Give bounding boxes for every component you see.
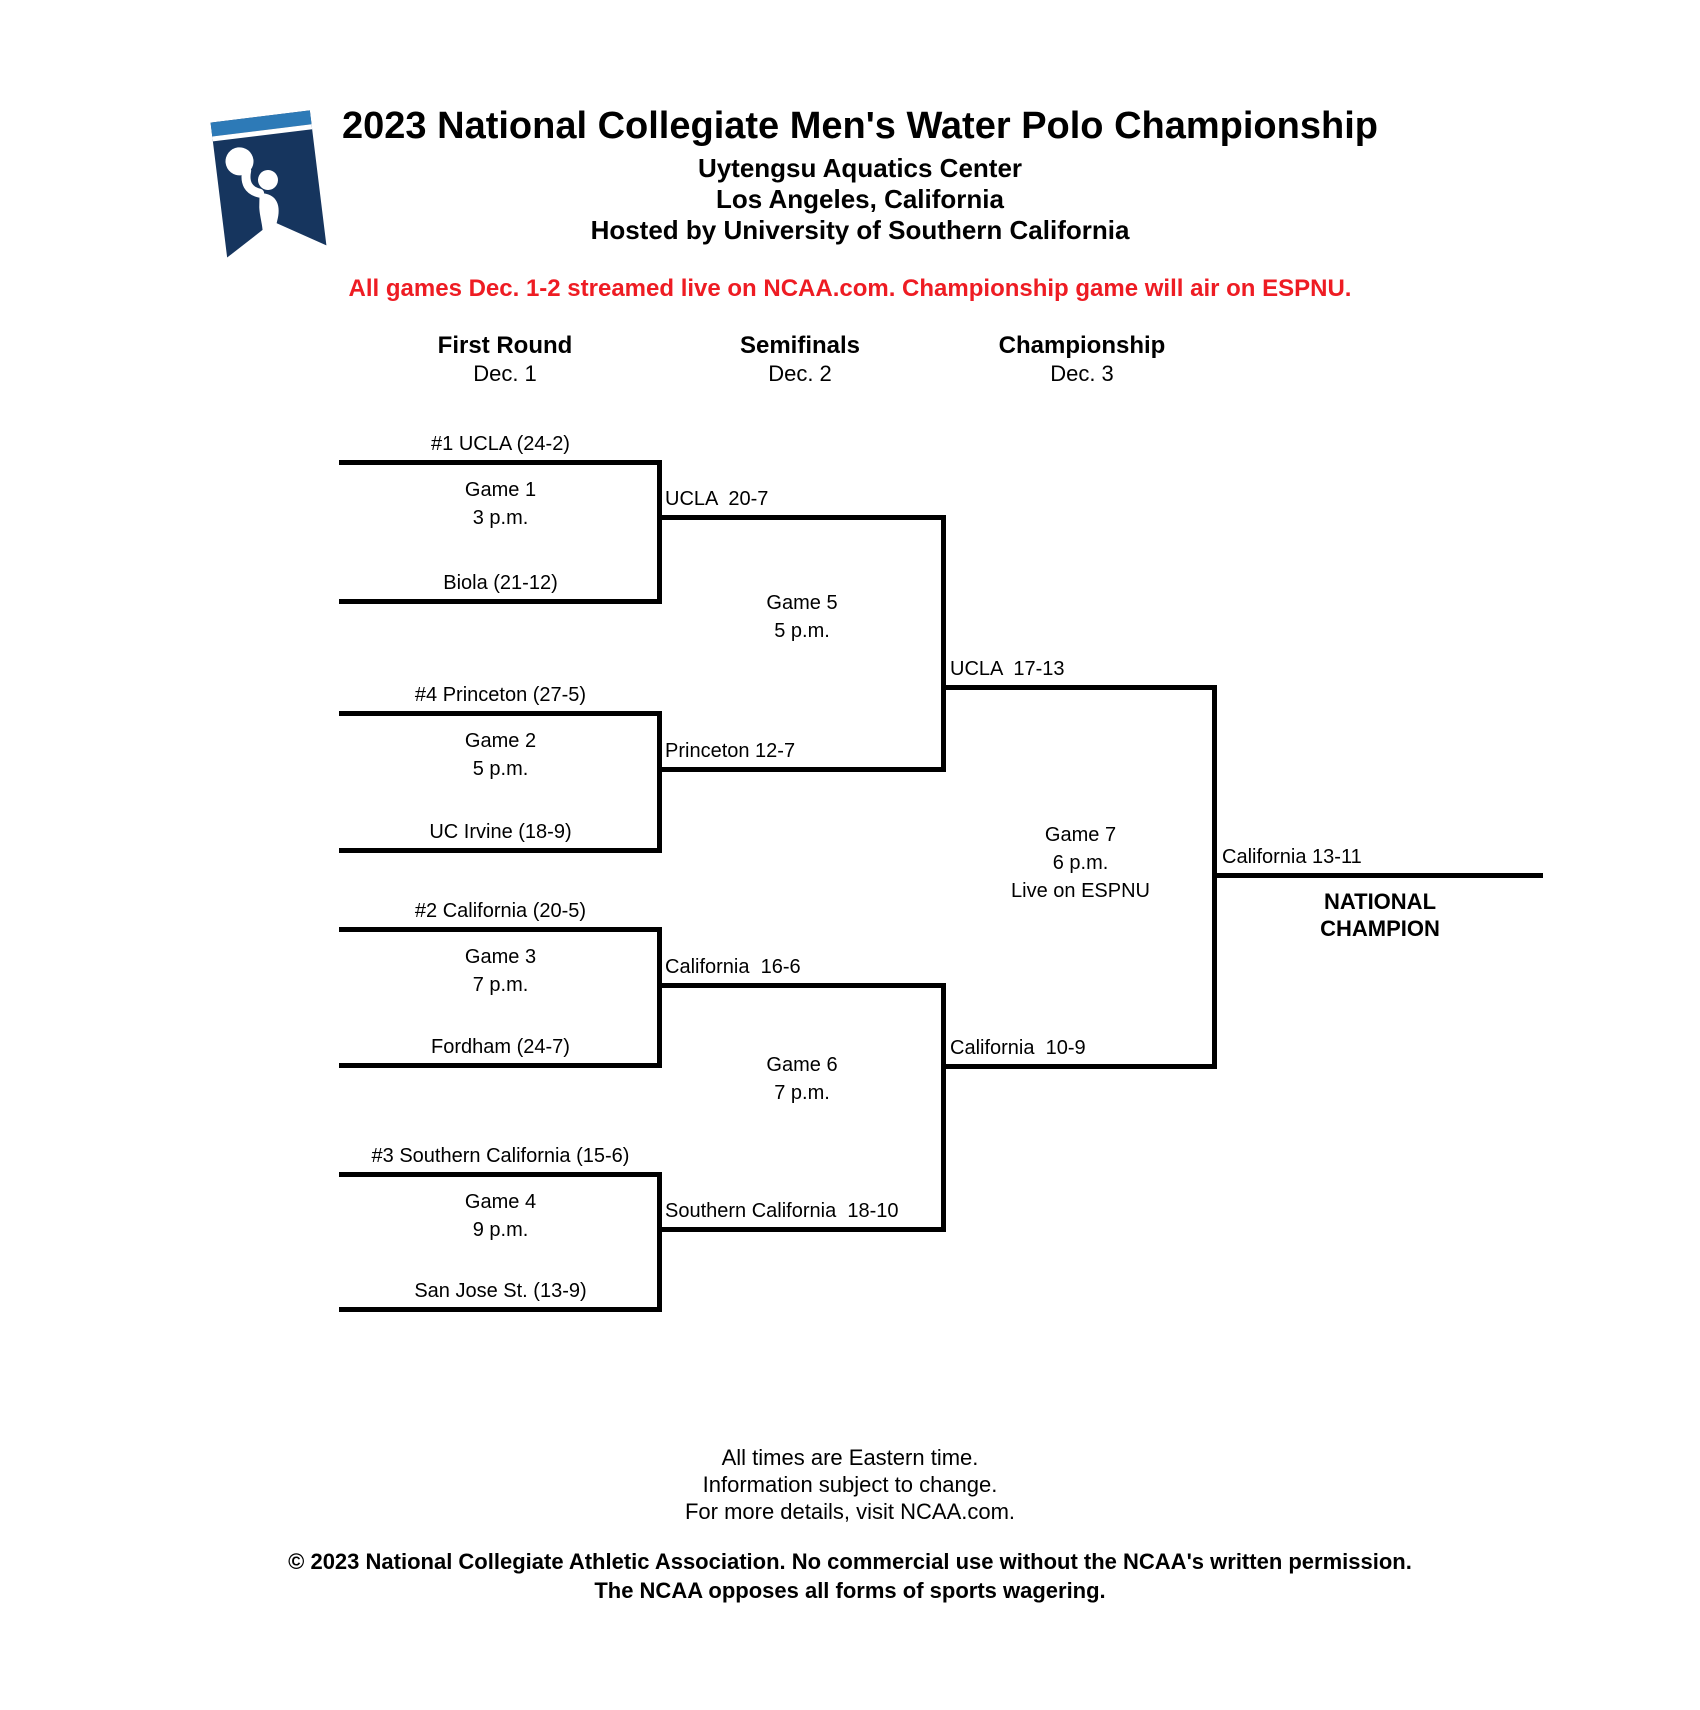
game1-winner-label: UCLA 20-7 — [665, 488, 769, 510]
game-number: Game 6 — [766, 1054, 838, 1076]
champion-winner-label: California 13-11 — [1222, 846, 1362, 868]
game-broadcast: Live on ESPNU — [1011, 880, 1150, 902]
game2-winner-label: Princeton 12-7 — [665, 740, 796, 762]
game6-label — [660, 1051, 944, 1107]
bracket-line-game2-winner — [657, 767, 946, 772]
ncaa-water-polo-logo-icon — [198, 100, 338, 260]
round-header-first-round — [395, 332, 615, 388]
bracket-line-sanjose — [339, 1307, 662, 1312]
bracket-line-game4-winner — [657, 1227, 946, 1232]
round-date: Dec. 1 — [473, 361, 537, 386]
round-name: Championship — [998, 332, 1166, 359]
page-title: 2023 National Collegiate Men's Water Polo Championship — [342, 105, 1378, 147]
team-label: #3 Southern California (15-6) — [371, 1145, 630, 1167]
game-number: Game 7 — [1044, 824, 1117, 846]
location-line: Los Angeles, California — [716, 184, 1004, 214]
bracket-line-ucirvine — [339, 848, 662, 853]
game1-label — [339, 476, 662, 532]
game2-label — [339, 727, 662, 783]
bracket-line-game5-winner — [941, 685, 1217, 690]
game-time: 6 p.m. — [1052, 852, 1109, 874]
game-time: 5 p.m. — [472, 758, 529, 780]
venue-line: Uytengsu Aquatics Center — [697, 153, 1023, 183]
bracket-line-ucla — [339, 460, 662, 465]
game3-label — [339, 943, 662, 999]
bracket-line-biola — [339, 599, 662, 604]
bracket-line-socal — [339, 1172, 662, 1177]
national-champion-caption: NATIONAL CHAMPION — [1320, 889, 1440, 941]
game-number: Game 3 — [464, 946, 537, 968]
game4-label — [339, 1188, 662, 1244]
round-date: Dec. 3 — [1050, 361, 1114, 386]
game-time: 7 p.m. — [774, 1082, 830, 1104]
bracket-line-game3-winner — [657, 983, 946, 988]
game4-winner-label: Southern California 18-10 — [665, 1200, 899, 1222]
team-label: Biola (21-12) — [443, 572, 558, 594]
team-label: #1 UCLA (24-2) — [431, 433, 570, 455]
team-label: San Jose St. (13-9) — [414, 1280, 587, 1302]
bracket-connector-game6 — [941, 983, 946, 1232]
team-label: #4 Princeton (27-5) — [414, 684, 587, 706]
round-name: Semifinals — [739, 332, 861, 359]
round-header-championship — [972, 332, 1192, 388]
footer-note-details: For more details, visit NCAA.com. — [684, 1499, 1016, 1524]
broadcast-note: All games Dec. 1-2 streamed live on NCAA.com. Championship game will air on ESPNU. — [348, 275, 1352, 302]
game6-winner-label: California 10-9 — [950, 1037, 1086, 1059]
bracket-line-fordham — [339, 1063, 662, 1068]
game-number: Game 4 — [464, 1191, 537, 1213]
game3-winner-label: California 16-6 — [665, 956, 801, 978]
game-time: 5 p.m. — [774, 620, 830, 642]
footer-note-change: Information subject to change. — [702, 1472, 998, 1497]
game-time: 3 p.m. — [472, 507, 529, 529]
footer-note-times: All times are Eastern time. — [721, 1445, 979, 1470]
game5-winner-label: UCLA 17-13 — [950, 658, 1065, 680]
game-number: Game 5 — [766, 592, 838, 614]
round-date: Dec. 2 — [768, 361, 832, 386]
wagering-line: The NCAA opposes all forms of sports wagering. — [594, 1578, 1106, 1603]
bracket-line-california — [339, 927, 662, 932]
bracket-line-princeton — [339, 711, 662, 716]
game7-label — [944, 821, 1217, 905]
copyright-line: © 2023 National Collegiate Athletic Association. No commercial use without the NCAA's written permission. — [288, 1549, 1412, 1574]
bracket-line-champion — [1212, 873, 1543, 878]
game-number: Game 2 — [464, 730, 537, 752]
team-label: Fordham (24-7) — [431, 1036, 570, 1058]
team-label: UC Irvine (18-9) — [429, 821, 572, 843]
game5-label — [660, 589, 944, 645]
team-label: #2 California (20-5) — [414, 900, 587, 922]
game-number: Game 1 — [464, 479, 537, 501]
bracket-line-game1-winner — [657, 515, 946, 520]
bracket-line-game6-winner — [941, 1064, 1217, 1069]
game-time: 9 p.m. — [472, 1219, 529, 1241]
game-time: 7 p.m. — [472, 974, 529, 996]
host-line: Hosted by University of Southern California — [590, 215, 1130, 245]
round-header-semifinals — [690, 332, 910, 388]
round-name: First Round — [437, 332, 573, 359]
